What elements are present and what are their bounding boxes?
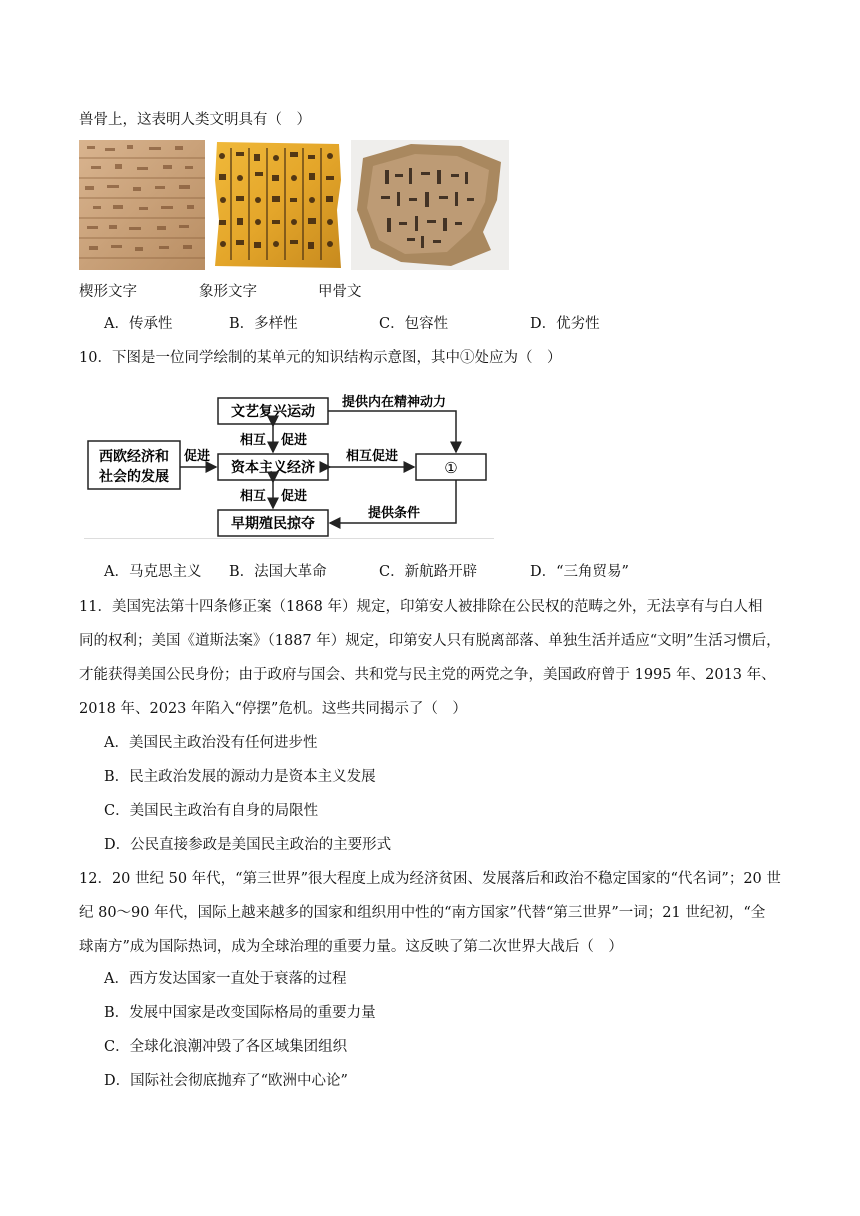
oracle-bone-image [351,140,509,270]
knowledge-structure-diagram [84,386,494,540]
q11-option-b: B．民主政治发展的源动力是资本主义发展 [104,769,376,785]
q9-option-d: D．优劣性 [530,316,600,332]
label-cujin-2: 促进 [281,489,308,504]
q10-option-d: D．“三角贸易” [530,564,629,580]
box-right-text: ① [444,459,458,477]
q11-option-c: C．美国民主政治有自身的局限性 [104,803,319,819]
q12-line-3: 球南方”成为国际热词，成为全球治理的重要力量。这反映了第二次世界大战后（ ） [79,939,623,955]
box-left-line1: 西欧经济和 [99,449,169,465]
q10-option-a: A．马克思主义 [104,564,202,580]
caption-hieroglyph: 象形文字 [199,284,257,300]
box-top-text: 文艺复兴运动 [231,404,315,420]
q9-stem: 兽骨上，这表明人类文明具有（ ） [79,112,311,128]
q11-line-3: 才能获得美国公民身份；由于政府与国会、共和党与民主党的两党之争，美国政府曾于 1995 年、2013 年、 [79,667,776,683]
caption-oracle-bone: 甲骨文 [318,284,362,300]
q10-option-c: C．新航路开辟 [379,564,478,580]
q12-line-2: 纪 80～90 年代，国际上越来越多的国家和组织用中性的“南方国家”代替“第三世界”一词；21 世纪初，“全 [79,905,766,921]
q10-option-b: B．法国大革命 [229,564,327,580]
q12-option-d: D．国际社会彻底抛弃了“欧洲中心论” [104,1073,348,1089]
diagram-divider [84,538,494,539]
box-mid-text: 资本主义经济 [231,460,315,476]
label-mid-right: 相互促进 [345,449,399,464]
q12-line-1: 12．20 世纪 50 年代，“第三世界”很大程度上成为经济贫困、发展落后和政治不稳定国家的“代名词”；20 世 [79,871,781,887]
q9-option-a: A．传承性 [104,316,173,332]
q11-line-4: 2018 年、2023 年陷入“停摆”危机。这些共同揭示了（ ） [79,701,467,717]
label-xianghu-1: 相互 [239,433,266,448]
q12-option-b: B．发展中国家是改变国际格局的重要力量 [104,1005,376,1021]
q9-option-b: B．多样性 [229,316,298,332]
box-bottom-text: 早期殖民掠夺 [231,516,315,532]
label-cujin-1: 促进 [281,433,308,448]
box-left-line2: 社会的发展 [99,469,169,485]
label-top-right: 提供内在精神动力 [341,395,447,410]
q12-option-a: A．西方发达国家一直处于衰落的过程 [104,971,347,987]
hieroglyph-image [213,140,343,270]
label-bottom-right: 提供条件 [367,506,421,521]
cuneiform-image [79,140,205,270]
q12-option-c: C．全球化浪潮冲毁了各区域集团组织 [104,1039,348,1055]
q11-line-1: 11．美国宪法第十四条修正案（1868 年）规定，印第安人被排除在公民权的范畴之外，无法享有与白人相 [79,599,763,615]
caption-cuneiform: 楔形文字 [79,284,137,300]
q10-stem: 10．下图是一位同学绘制的某单元的知识结构示意图，其中①处应为（ ） [79,350,562,366]
q9-option-c: C．包容性 [379,316,449,332]
q11-line-2: 同的权利；美国《道斯法案》（1887 年）规定，印第安人只有脱离部落、单独生活并适应“文明”生活习惯后， [79,633,781,649]
q11-option-a: A．美国民主政治没有任何进步性 [104,735,318,751]
label-cujin: 促进 [183,449,211,464]
label-xianghu-2: 相互 [239,489,266,504]
q11-option-d: D．公民直接参政是美国民主政治的主要形式 [104,837,392,853]
